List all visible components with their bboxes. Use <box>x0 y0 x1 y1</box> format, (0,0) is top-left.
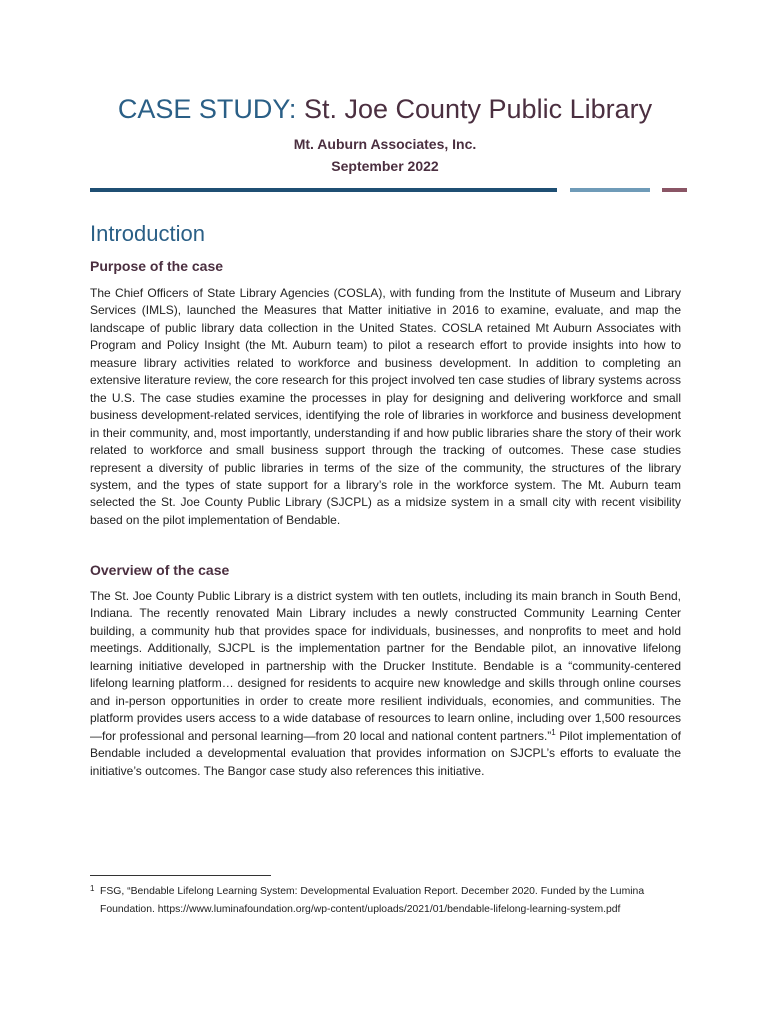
divider-bar-primary <box>90 188 557 192</box>
footnote-divider <box>90 875 271 876</box>
footnote <box>90 883 670 918</box>
divider-bar-accent <box>662 188 687 192</box>
title-label: CASE STUDY: <box>117 94 297 124</box>
footnote-number: 1 <box>90 884 95 893</box>
divider-bar-secondary <box>570 188 650 192</box>
overview-paragraph <box>90 588 681 780</box>
title-name: St. Joe County Public Library <box>303 94 653 124</box>
document-title <box>0 94 770 125</box>
author-line: Mt. Auburn Associates, Inc. <box>293 136 477 152</box>
overview-text: The St. Joe County Public Library is a district system with ten outlets, including its main branch in South Bend, Indiana. The recently renovated Main Library includes a newly constructed Community Learning Center building, a community hub that provides space for individuals, businesses, and nonprofits to meet and hold meetings. Additionally, SJCPL is the implementation partner for the Bendable pilot, an innovative lifelong learning initiative developed in partnership with the Drucker Institute. Bendable is a “community-centered lifelong learning platform… designed for residents to acquire new knowledge and skills through online courses and in-person opportunities in order to create more resilient individuals, economies, and communities. The platform provides users access to a wide database of resources to learn online, including over 1,500 resources—for professional and personal learning—from 20 local and national content partners.” <box>90 589 681 743</box>
footnote-text: FSG, “Bendable Lifelong Learning System: Developmental Evaluation Report. December 2020. Funded by the Lumina Foundation. https://www.luminafoundation.org/wp-content/uploads/2021/01/bendable-lifelong-learning-system.pdf <box>100 886 645 915</box>
overview-text-continued: Pilot implementation of Bendable included a developmental evaluation that provides information on SJCPL’s efforts to evaluate the initiative’s outcomes. The Bangor case study also references this initiative. <box>90 728 681 778</box>
section-heading: Introduction <box>90 221 205 246</box>
overview-heading: Overview of the case <box>90 562 230 578</box>
date-line: September 2022 <box>331 158 439 174</box>
purpose-paragraph: The Chief Officers of State Library Agencies (COSLA), with funding from the Institute of Museum and Library Services (IMLS), launched the Measures that Matter initiative in 2016 to examine, evaluate, and map the landscape of public library data collection in the United States. COSLA retained Mt Auburn Associates with Program and Policy Insight (the Mt. Auburn team) to pilot a research effort to provide insights into how to measure library activities related to workforce and business development. In addition to completing an extensive literature review, the core research for this project involved ten case studies of library systems across the U.S. The case studies examine the processes in play for designing and delivering workforce and small business development-related services, identifying the role of libraries in workforce and business development in their community, and, most importantly, understanding if and how public libraries share the story of their work related to workforce and small business support through the tracking of outcomes. These case studies represent a diversity of public libraries in terms of the size of the community, the structures of the library system, and the types of state support for a library’s role in the workforce system. The Mt. Auburn team selected the St. Joe County Public Library (SJCPL) as a midsize system in a small city with recent visibility based on the pilot implementation of Bendable. <box>90 286 681 527</box>
purpose-heading: Purpose of the case <box>90 258 224 274</box>
footnote-reference[interactable]: 1 <box>551 727 556 737</box>
